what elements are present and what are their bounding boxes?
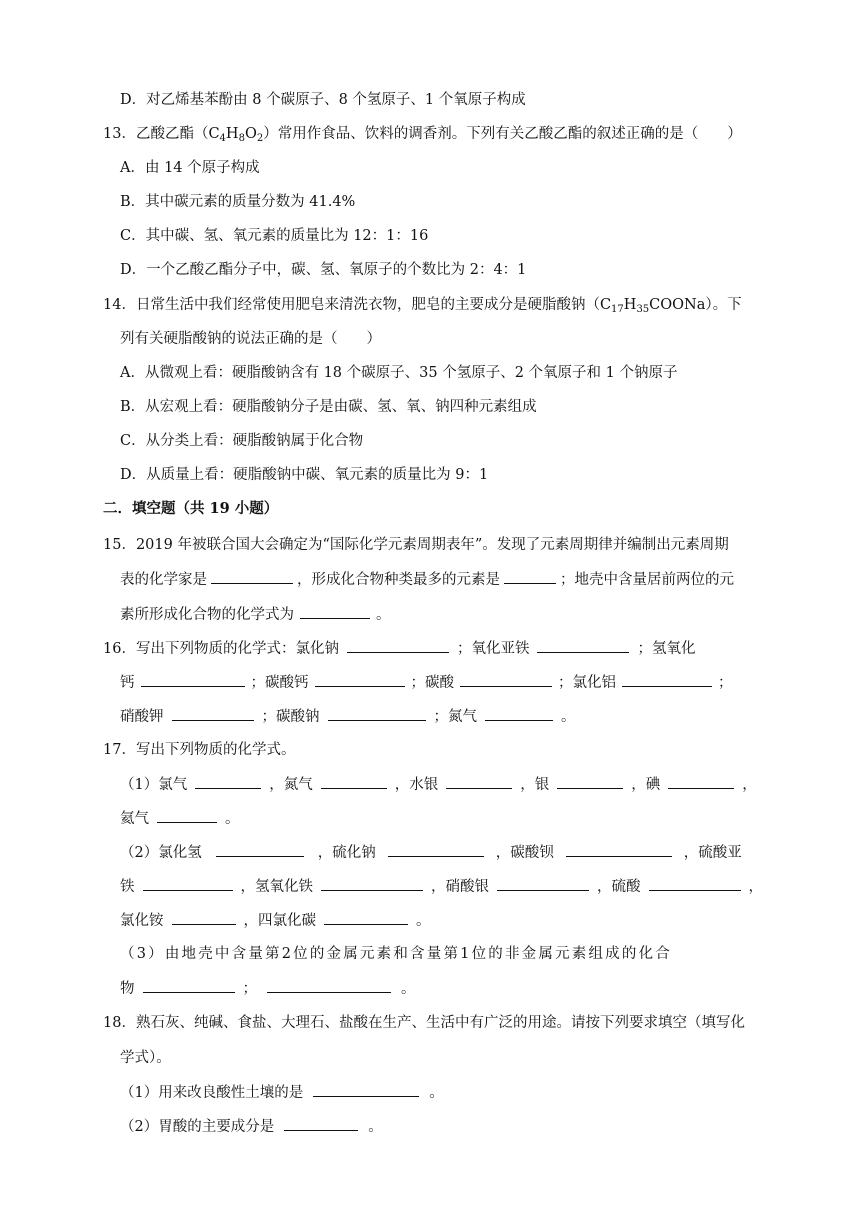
q18-line2: [120, 1048, 171, 1068]
q17-blank-he[interactable]: [157, 808, 217, 823]
q13-subscript-o: 2: [256, 133, 264, 144]
q14-stem-text-a: 14．日常生活中我们经常使用肥皂来清洗衣物，肥皂的主要成分是硬脂酸钠（C: [103, 297, 612, 313]
q13-formula-o: O: [244, 126, 257, 142]
q14-option-d: [120, 465, 488, 485]
q14-option-d-text: D．从质量上看：硬脂酸钠中碳、氧元素的质量比为 9：1: [120, 467, 489, 483]
q17-part1-line1: [120, 774, 757, 795]
q16-text-2c: ；碳酸: [410, 675, 454, 691]
q13-option-d-text: D．一个乙酸乙酯分子中，碳、氢、氧原子的个数比为 2：4：1: [120, 262, 527, 278]
q17-text-1h: 。: [225, 811, 240, 827]
q17-stem: [103, 740, 295, 760]
q18-text-p2a: （2）胃酸的主要成分是: [120, 1119, 275, 1135]
q17-text-2g: ，硝酸银: [431, 879, 489, 895]
q13-option-c: [120, 226, 428, 246]
q14-stem-text-2: 列有关硬脂酸钠的说法正确的是（ ）: [120, 331, 381, 347]
q16-text-3c: ；氮气: [433, 709, 477, 725]
q14-option-c-text: C．从分类上看：硬脂酸钠属于化合物: [120, 433, 364, 449]
q16-line2: [120, 672, 733, 693]
q16-text-2b: ；碳酸钙: [250, 675, 309, 691]
q15-text-2c: ；地壳中含量居前两位的元: [560, 572, 734, 588]
q17-text-3d: 。: [401, 981, 416, 997]
q15-blank-1[interactable]: [211, 569, 293, 584]
q14-stem-line1: [103, 295, 742, 315]
q13-option-b-text: B．其中碳元素的质量分数为 41.4%: [120, 194, 356, 210]
q16-text-3a: 硝酸钾: [120, 709, 164, 725]
q16-blank-caoh2[interactable]: [141, 672, 245, 687]
q13-subscript-c: 4: [219, 133, 226, 144]
q17-text-1g: 氦气: [120, 811, 149, 827]
q15-text-2a: 表的化学家是: [120, 572, 207, 588]
q17-part2-line2: [120, 876, 763, 897]
q17-blank-baco3[interactable]: [566, 842, 672, 857]
q14-subscript-c: 17: [611, 304, 624, 315]
q16-blank-caco3[interactable]: [315, 672, 405, 687]
q18-text-1: 18．熟石灰、纯碱、食盐、大理石、盐酸在生产、生活中有广泛的用途。请按下列要求填空（填写化: [103, 1015, 745, 1031]
q17-text-2a: （2）氯化氢: [120, 845, 202, 861]
q14-formula-h: H: [623, 297, 637, 313]
q16-blank-feo[interactable]: [537, 638, 629, 653]
q16-text-3b: ；碳酸钠: [261, 709, 320, 725]
q16-text-2d: ；氯化铝: [558, 675, 616, 691]
q17-text-1d: ，银: [520, 777, 550, 793]
q17-blank-compound-1[interactable]: [143, 978, 235, 993]
q18-text-p2b: 。: [368, 1119, 383, 1135]
q17-blank-na2s[interactable]: [388, 842, 484, 857]
q17-text-2d: ，硫酸亚: [683, 845, 742, 861]
q14-stem-line2: [120, 329, 381, 349]
q17-blank-agno3[interactable]: [497, 876, 589, 891]
section-heading-text: 二．填空题（共 19 小题）: [103, 500, 279, 517]
q17-text-1b: ，氮气: [269, 777, 313, 793]
q14-option-b: [120, 397, 537, 417]
q17-blank-feoh3[interactable]: [321, 876, 423, 891]
q15-text-2b: ，形成化合物种类最多的元素是: [297, 572, 500, 588]
q18-text-2: 学式）。: [120, 1050, 171, 1066]
q16-blank-nacl[interactable]: [347, 638, 449, 653]
q16-blank-alcl3[interactable]: [622, 672, 712, 687]
q17-part3-line1: [120, 944, 672, 964]
q17-text-2h: ，硫酸: [597, 879, 641, 895]
q17-blank-nh4cl[interactable]: [172, 910, 236, 925]
q17-stem-text: 17．写出下列物质的化学式。: [103, 742, 296, 758]
q17-text-1c: ，水银: [394, 777, 439, 793]
q13-option-a-text: A．由 14 个原子构成: [120, 160, 260, 176]
q16-line1: [103, 638, 695, 659]
q13-formula-h: H: [225, 126, 239, 142]
q17-blank-hcl[interactable]: [216, 842, 304, 857]
q17-text-2j: 氯化铵: [120, 913, 164, 929]
q12-option-d: [120, 90, 526, 110]
q17-text-1f: ，: [742, 777, 757, 793]
section-heading: [103, 499, 278, 519]
q17-part3-line2: [120, 978, 416, 999]
q16-text-1b: ；氧化亚铁: [456, 641, 530, 657]
q13-stem: [103, 124, 742, 144]
q18-text-p1a: （1）用来改良酸性土壤的是: [120, 1085, 304, 1101]
q17-blank-compound-2[interactable]: [267, 978, 391, 993]
q17-text-2f: ，氢氧化铁: [240, 879, 313, 895]
q15-line1: [103, 535, 729, 555]
q15-blank-3[interactable]: [300, 604, 370, 619]
q17-text-1e: ，碘: [631, 777, 661, 793]
q13-option-b: [120, 192, 355, 212]
q13-subscript-h: 8: [238, 133, 245, 144]
q17-text-3c: ；: [242, 981, 257, 997]
q12-option-d-text: D．对乙烯基苯酚由 8 个碳原子、8 个氢原子、1 个氧原子构成: [120, 92, 526, 108]
q14-option-a: [120, 363, 677, 383]
q16-text-3d: 。: [561, 709, 576, 725]
q17-text-1a: （1）氯气: [120, 777, 188, 793]
q18-blank-1[interactable]: [313, 1082, 419, 1097]
q16-text-2a: 钙: [120, 675, 135, 691]
q16-blank-kno3[interactable]: [172, 706, 254, 721]
q17-text-2c: ，碳酸钡: [495, 845, 554, 861]
q15-text-3a: 素所形成化合物的化学式为: [120, 607, 294, 623]
q13-option-c-text: C．其中碳、氢、氧元素的质量比为 12：1：16: [120, 228, 429, 244]
q17-part2-line1: [120, 842, 742, 863]
q16-line3: [120, 706, 576, 727]
q17-blank-h2so4[interactable]: [649, 876, 741, 891]
q17-text-3b: 物: [120, 981, 135, 997]
q14-subscript-h: 35: [636, 304, 650, 315]
q16-text-2e: ；: [718, 675, 733, 691]
q15-line2: [120, 569, 734, 590]
q17-blank-hg[interactable]: [446, 774, 512, 789]
q17-part2-line3: [120, 910, 431, 931]
q13-stem-text-b: ）常用作食品、饮料的调香剂。下列有关乙酸乙酯的叙述正确的是（ ）: [263, 126, 742, 142]
q17-blank-ccl4[interactable]: [324, 910, 408, 925]
q17-blank-cl2[interactable]: [195, 774, 261, 789]
q13-option-a: [120, 158, 260, 178]
q17-text-2k: ，四氯化碳: [243, 913, 316, 929]
q15-blank-2[interactable]: [504, 569, 556, 584]
q16-blank-n2[interactable]: [485, 706, 553, 721]
q14-stem-text-b: COONa）。下: [649, 297, 742, 313]
q18-blank-2[interactable]: [284, 1116, 358, 1131]
q16-blank-h2co3[interactable]: [460, 672, 552, 687]
q17-text-3a: （3）由地壳中含量第2位的金属元素和含量第1位的非金属元素组成的化合: [120, 946, 672, 962]
q14-option-c: [120, 431, 363, 451]
q16-blank-na2co3[interactable]: [328, 706, 426, 721]
q15-text-3b: 。: [376, 607, 391, 623]
q18-text-p1b: 。: [429, 1085, 444, 1101]
q14-option-b-text: B．从宏观上看：硬脂酸钠分子是由碳、氢、氧、钠四种元素组成: [120, 399, 537, 415]
q16-text-1a: 16．写出下列物质的化学式：氯化钠: [103, 641, 339, 657]
q15-text-1: 15．2019 年被联合国大会确定为“国际化学元素周期表年”。发现了元素周期律并编制出元素周期: [103, 537, 729, 553]
q14-option-a-text: A．从微观上看：硬脂酸钠含有 18 个碳原子、35 个氢原子、2 个氧原子和 1 个钠原子: [120, 365, 678, 381]
q17-text-2i: ，: [748, 879, 763, 895]
q17-blank-feso4[interactable]: [143, 876, 233, 891]
q17-blank-i2[interactable]: [668, 774, 734, 789]
q17-blank-n2[interactable]: [321, 774, 387, 789]
q15-line3: [120, 604, 391, 625]
q18-part1: [120, 1082, 444, 1103]
q17-blank-ag[interactable]: [557, 774, 623, 789]
q17-text-2b: ，硫化钠: [317, 845, 376, 861]
q16-text-1c: ；氢氧化: [637, 641, 696, 657]
q17-part1-line2: [120, 808, 240, 829]
q17-text-2e: 铁: [120, 879, 135, 895]
q17-text-2l: 。: [416, 913, 431, 929]
q13-option-d: [120, 260, 526, 280]
q18-line1: [103, 1013, 745, 1033]
q13-stem-text-a: 13．乙酸乙酯（C: [103, 126, 220, 142]
q18-part2: [120, 1116, 383, 1137]
